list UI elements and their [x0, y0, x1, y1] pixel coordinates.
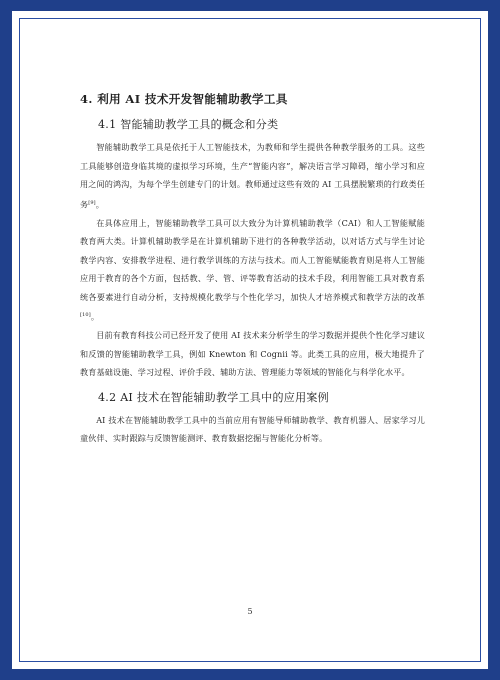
section-4-1-paragraph-3: 目前有教育科技公司已经开发了使用 AI 技术来分析学生的学习数据并提供个性化学习建议和反馈的智能辅助教学工具，例如 Knewton 和 Cognii 等。此类工具的应用，极大地提升了教育基础设施、学习过程、评价手段、辅助方法、管理能力等领域的智能化与科学化水平。: [80, 330, 425, 378]
paragraph-end: 。: [90, 311, 100, 322]
page-number: 5: [247, 607, 253, 616]
section-4-2-paragraph-1: AI 技术在智能辅助教学工具中的当前应用有智能导师辅助教学、教育机器人、居家学习儿童伙伴、实时跟踪与反馈智能测评、教育数据挖掘与智能化分析等。: [80, 414, 425, 444]
citation-10: [10]: [80, 312, 91, 319]
citation-9: [9]: [88, 199, 96, 206]
page-content: [80, 91, 425, 448]
paragraph-text: 智能辅助教学工具是依托于人工智能技术，为教师和学生提供各种教学服务的工具。这些工具能够创造身临其境的虚拟学习环境，生产“智能内容”，解决语言学习障碍，缩小学习和应用之间的鸿沟，为每个学生创建专门的计划。教师通过这些有效的 AI 工具摆脱繁琐的行政类任务: [80, 142, 425, 210]
section-4-heading: 4. 利用 AI 技术开发智能辅助教学工具: [80, 92, 288, 106]
paragraph-text: 在具体应用上，智能辅助教学工具可以大致分为计算机辅助教学（CAI）和人工智能赋能教育两大类。计算机辅助教学是在计算机辅助下进行的各种教学活动，以对话方式与学生讨论教学内容、安排教学进程、进行教学训练的方法与技术。而人工智能赋能教育则是将人工智能应用于教育的各个方面，包括教、学、管、评等教育活动的技术手段，利用智能工具对教育系统各要素进行自动分析，支持规模化教学与个性化学习，加快人才培养模式和教学方法的改革: [80, 217, 425, 302]
document-page: [20, 19, 480, 661]
section-4-1-heading: 4.1 智能辅助教学工具的概念和分类: [98, 118, 279, 131]
section-4-1-paragraph-2: [80, 214, 425, 327]
section-4-2-heading: 4.2 AI 技术在智能辅助教学工具中的应用案例: [98, 390, 329, 404]
paragraph-end: 。: [95, 199, 105, 210]
section-4-1-paragraph-1: [80, 138, 425, 214]
